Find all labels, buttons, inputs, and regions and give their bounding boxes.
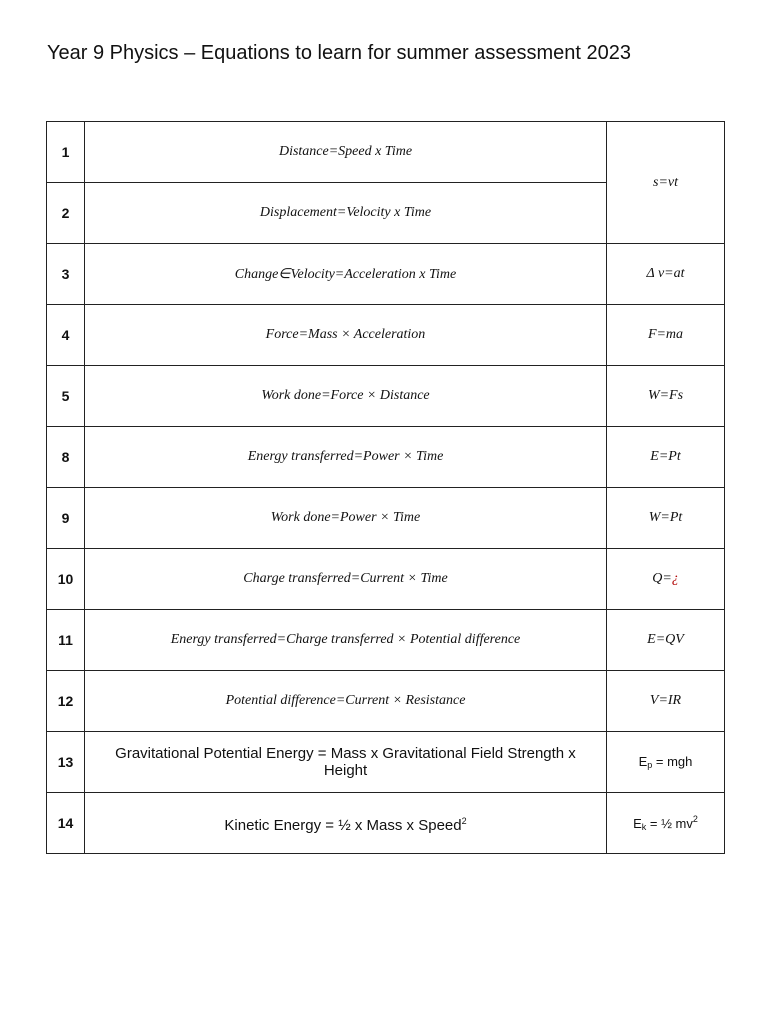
equation-number: 2 xyxy=(47,183,85,244)
word-equation: Change∈Velocity=Acceleration x Time xyxy=(85,244,607,305)
word-base: Kinetic Energy = ½ x Mass x Speed xyxy=(224,816,462,834)
equation-number: 13 xyxy=(47,732,85,793)
word-equation: Gravitational Potential Energy = Mass x Gravitational Field Strength x Height xyxy=(85,732,607,793)
table-row xyxy=(47,610,725,671)
word-equation: Potential difference=Current × Resistance xyxy=(85,671,607,732)
error-glyph: ¿ xyxy=(671,571,679,586)
table-row xyxy=(47,366,725,427)
symbol-rest: = ½ mv xyxy=(646,816,693,831)
symbol-subscript: p xyxy=(647,760,653,770)
symbol-equation: Q=¿ xyxy=(607,549,725,610)
symbol-equation xyxy=(607,732,725,793)
symbol-equation: E=QV xyxy=(607,610,725,671)
symbol-equation xyxy=(607,793,725,854)
symbol-equation: F=ma xyxy=(607,305,725,366)
equation-number: 10 xyxy=(47,549,85,610)
table-row xyxy=(47,244,725,305)
word-equation: Distance=Speed x Time xyxy=(85,122,607,183)
word-equation: Work done=Force × Distance xyxy=(85,366,607,427)
word-equation: Work done=Power × Time xyxy=(85,488,607,549)
table-row xyxy=(47,793,725,854)
symbol-equation: V=IR xyxy=(607,671,725,732)
page-title: Year 9 Physics – Equations to learn for summer assessment 2023 xyxy=(47,42,632,64)
symbol-equation: E=Pt xyxy=(607,427,725,488)
symbol-base: E xyxy=(638,754,648,769)
word-equation: Displacement=Velocity x Time xyxy=(85,183,607,244)
equation-number: 14 xyxy=(47,793,85,854)
word-equation: Energy transferred=Power × Time xyxy=(85,427,607,488)
symbol-rest: = mgh xyxy=(652,754,693,769)
word-equation: Force=Mass × Acceleration xyxy=(85,305,607,366)
table-row xyxy=(47,122,725,183)
symbol-superscript: 2 xyxy=(692,814,698,824)
table-row xyxy=(47,305,725,366)
table-row xyxy=(47,732,725,793)
equation-number: 8 xyxy=(47,427,85,488)
word-equation xyxy=(85,793,607,854)
equation-number: 1 xyxy=(47,122,85,183)
symbol-base: E xyxy=(633,816,642,831)
equation-number: 3 xyxy=(47,244,85,305)
symbol-subscript: k xyxy=(641,822,647,832)
equations-table xyxy=(46,121,725,854)
word-equation: Energy transferred=Charge transferred × Potential difference xyxy=(85,610,607,671)
symbol-equation: W=Pt xyxy=(607,488,725,549)
equation-number: 9 xyxy=(47,488,85,549)
equation-number: 5 xyxy=(47,366,85,427)
table-row xyxy=(47,549,725,610)
symbol-equation: Δ v=at xyxy=(607,244,725,305)
symbol-equation: s=vt xyxy=(607,122,725,244)
table-row xyxy=(47,671,725,732)
symbol-equation: W=Fs xyxy=(607,366,725,427)
equation-number: 4 xyxy=(47,305,85,366)
word-superscript: 2 xyxy=(461,815,467,826)
table-row xyxy=(47,427,725,488)
table-row xyxy=(47,488,725,549)
word-equation: Charge transferred=Current × Time xyxy=(85,549,607,610)
equation-number: 11 xyxy=(47,610,85,671)
equation-number: 12 xyxy=(47,671,85,732)
